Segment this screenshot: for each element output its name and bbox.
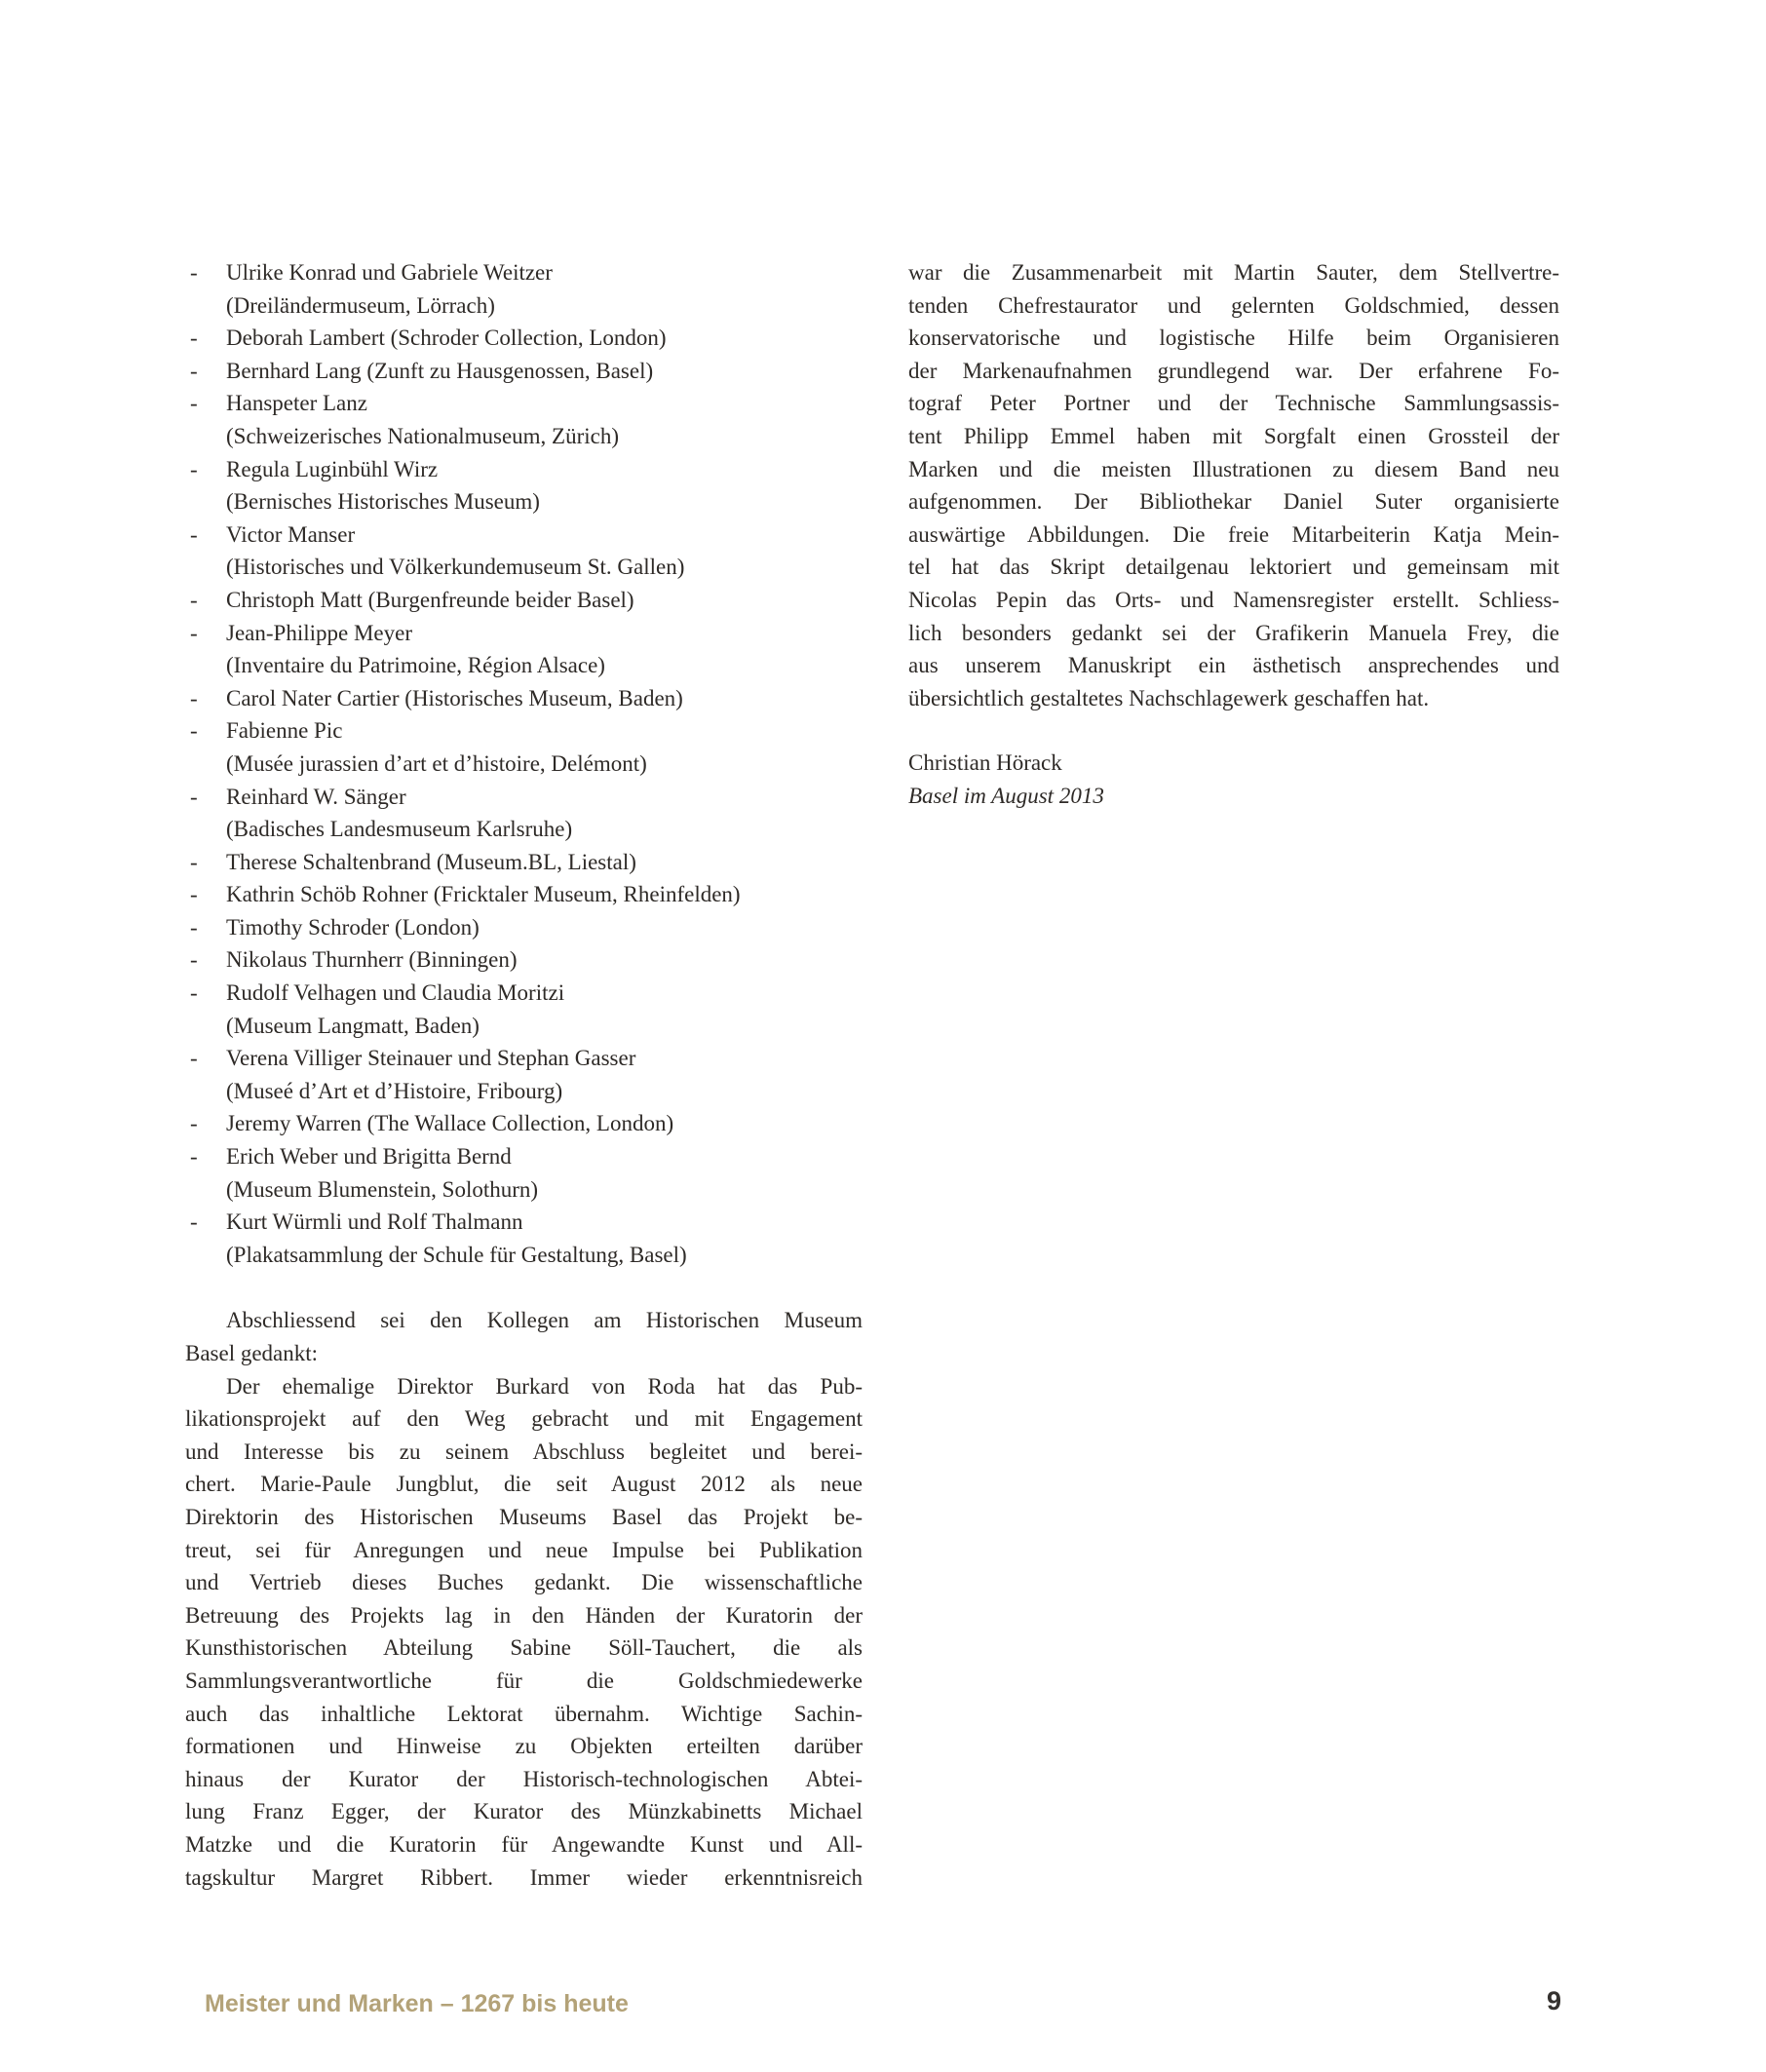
contributor-affiliation-line: (Museum Langmatt, Baden) — [226, 1013, 480, 1038]
list-dash: - — [190, 1144, 198, 1170]
right-paragraphs — [908, 256, 1559, 714]
contributor-name-line: Nikolaus Thurnherr (Binningen) — [226, 947, 518, 973]
paragraph-line: war die Zusammenarbeit mit Martin Sauter, dem Stellvertre- — [908, 260, 1559, 285]
contributor-affiliation-line: (Museé d’Art et d’Histoire, Fribourg) — [226, 1078, 563, 1103]
list-dash: - — [190, 391, 198, 416]
signature-name: Christian Hörack — [908, 750, 1062, 776]
contributor-name-line: Christoph Matt (Burgenfreunde beider Basel) — [226, 587, 634, 612]
contributor-name-line: Victor Manser — [226, 521, 356, 547]
contributor-name-line: Hanspeter Lanz — [226, 391, 367, 416]
list-dash: - — [190, 260, 198, 285]
left-paragraphs — [185, 1304, 863, 1894]
list-item — [185, 846, 863, 879]
list-item — [185, 1107, 863, 1140]
paragraph-line: übersichtlich gestaltetes Nachschlagewerk geschaffen hat. — [908, 685, 1430, 710]
contributor-affiliation-line: (Historisches und Völkerkundemuseum St. Gallen) — [226, 555, 685, 580]
paragraph-line: Abschliessend sei den Kollegen am Historischen Museum — [226, 1308, 863, 1333]
list-dash: - — [190, 521, 198, 547]
contributor-name-line: Jeremy Warren (The Wallace Collection, London) — [226, 1111, 674, 1136]
paragraph-line: tenden Chefrestaurator und gelernten Goldschmied, dessen — [908, 292, 1559, 318]
contributor-name-line: Jean-Philippe Meyer — [226, 620, 412, 645]
paragraph-line: der Markenaufnahmen grundlegend war. Der erfahrene Fo- — [908, 358, 1559, 383]
list-item — [185, 911, 863, 944]
list-item — [185, 1206, 863, 1271]
list-item — [185, 355, 863, 388]
paragraph-line: Sammlungsverantwortliche für die Goldschmiedewerke — [185, 1668, 863, 1693]
paragraph-line: Kunsthistorischen Abteilung Sabine Söll-Tauchert, die als — [185, 1635, 863, 1661]
contributor-name-line: Reinhard W. Sänger — [226, 784, 406, 809]
contributor-name-line: Verena Villiger Steinauer und Stephan Gasser — [226, 1046, 636, 1071]
paragraph-line: Nicolas Pepin das Orts- und Namensregister erstellt. Schliess- — [908, 587, 1559, 612]
list-item — [185, 682, 863, 715]
paragraph-line: lung Franz Egger, der Kurator des Münzkabinetts Michael — [185, 1799, 863, 1824]
paragraph-line: lich besonders gedankt sei der Grafikerin Manuela Frey, die — [908, 620, 1559, 645]
list-item — [185, 453, 863, 518]
list-dash: - — [190, 587, 198, 612]
paragraph-line: auch das inhaltliche Lektorat übernahm. Wichtige Sachin- — [185, 1701, 863, 1726]
contributor-name-line: Erich Weber und Brigitta Bernd — [226, 1144, 512, 1170]
contributor-name-line: Ulrike Konrad und Gabriele Weitzer — [226, 260, 553, 285]
contributor-affiliation-line: (Plakatsammlung der Schule für Gestaltung, Basel) — [226, 1242, 687, 1267]
list-dash: - — [190, 456, 198, 481]
list-dash: - — [190, 784, 198, 809]
list-dash: - — [190, 685, 198, 710]
list-dash: - — [190, 718, 198, 744]
contributor-name-line: Bernhard Lang (Zunft zu Hausgenossen, Basel) — [226, 358, 654, 383]
paragraph-line: aus unserem Manuskript ein ästhetisch ansprechendes und — [908, 653, 1559, 678]
contributor-list — [185, 256, 863, 1271]
paragraph-line: formationen und Hinweise zu Objekten erteilten darüber — [185, 1734, 863, 1759]
left-column — [185, 256, 863, 1894]
paragraph-line: chert. Marie-Paule Jungblut, die seit August 2012 als neue — [185, 1472, 863, 1497]
paragraph-line: und Vertrieb dieses Buches gedankt. Die wissenschaftliche — [185, 1570, 863, 1595]
contributor-affiliation-line: (Badisches Landesmuseum Karlsruhe) — [226, 817, 573, 842]
contributor-name-line: Carol Nater Cartier (Historisches Museum, Baden) — [226, 685, 683, 710]
paragraph-line: und Interesse bis zu seinem Abschluss begleitet und berei- — [185, 1439, 863, 1464]
list-item — [185, 943, 863, 977]
contributor-name-line: Fabienne Pic — [226, 718, 343, 744]
list-item — [185, 617, 863, 682]
paragraph-line: Der ehemalige Direktor Burkard von Roda hat das Pub- — [226, 1373, 863, 1399]
list-item — [185, 387, 863, 452]
list-item — [185, 714, 863, 780]
paragraph-line: Matzke und die Kuratorin für Angewandte Kunst und All- — [185, 1831, 863, 1857]
list-item — [185, 878, 863, 911]
paragraph-line: treut, sei für Anregungen und neue Impulse bei Publikation — [185, 1537, 863, 1562]
list-dash: - — [190, 620, 198, 645]
list-item — [185, 518, 863, 584]
paragraph-line: tograf Peter Portner und der Technische Sammlungsassis- — [908, 391, 1559, 416]
list-item — [185, 781, 863, 846]
paragraph-line: tel hat das Skript detailgenau lektoriert und gemeinsam mit — [908, 555, 1559, 580]
list-item — [185, 584, 863, 617]
contributor-name-line: Therese Schaltenbrand (Museum.BL, Liestal) — [226, 849, 636, 874]
list-item — [185, 256, 863, 322]
paragraph — [185, 1304, 863, 1369]
list-dash: - — [190, 882, 198, 907]
paragraph-line: likationsprojekt auf den Weg gebracht und mit Engagement — [185, 1406, 863, 1432]
contributor-name-line: Kathrin Schöb Rohner (Fricktaler Museum, Rheinfelden) — [226, 882, 741, 907]
contributor-affiliation-line: (Schweizerisches Nationalmuseum, Zürich) — [226, 423, 620, 448]
footer-page-number: 9 — [1546, 1986, 1561, 2015]
paragraph-line: konservatorische und logistische Hilfe beim Organisieren — [908, 326, 1559, 351]
list-item — [185, 977, 863, 1042]
paragraph-line: tent Philipp Emmel haben mit Sorgfalt einen Grossteil der — [908, 423, 1559, 448]
signature-block — [908, 747, 1559, 812]
right-column — [908, 256, 1559, 813]
paragraph-line: Betreuung des Projekts lag in den Händen der Kuratorin der — [185, 1602, 863, 1628]
list-dash: - — [190, 947, 198, 973]
paragraph-line: Direktorin des Historischen Museums Basel das Projekt be- — [185, 1504, 863, 1529]
contributor-name-line: Regula Luginbühl Wirz — [226, 456, 439, 481]
list-item — [185, 1042, 863, 1107]
paragraph-line: Marken und die meisten Illustrationen zu diesem Band neu — [908, 456, 1559, 481]
paragraph-line: Basel gedankt: — [185, 1341, 319, 1365]
contributor-affiliation-line: (Inventaire du Patrimoine, Région Alsace) — [226, 653, 605, 678]
contributor-name-line: Kurt Würmli und Rolf Thalmann — [226, 1209, 523, 1235]
list-dash: - — [190, 914, 198, 940]
list-dash: - — [190, 1046, 198, 1071]
contributor-name-line: Rudolf Velhagen und Claudia Moritzi — [226, 980, 565, 1006]
list-item — [185, 1140, 863, 1206]
contributor-affiliation-line: (Musée jurassien d’art et d’histoire, Delémont) — [226, 750, 647, 776]
paragraph-line: auswärtige Abbildungen. Die freie Mitarbeiterin Katja Mein- — [908, 521, 1559, 547]
footer-running-title: Meister und Marken – 1267 bis heute — [205, 1990, 629, 2017]
list-dash: - — [190, 849, 198, 874]
list-dash: - — [190, 980, 198, 1006]
paragraph-line: aufgenommen. Der Bibliothekar Daniel Suter organisierte — [908, 489, 1559, 515]
contributor-affiliation-line: (Dreiländermuseum, Lörrach) — [226, 292, 495, 318]
paragraph — [908, 256, 1559, 714]
contributor-name-line: Timothy Schroder (London) — [226, 914, 480, 940]
signature-date: Basel im August 2013 — [908, 783, 1104, 808]
paragraph — [185, 1370, 863, 1895]
paragraph-line: tagskultur Margret Ribbert. Immer wieder erkenntnisreich — [185, 1864, 863, 1890]
contributor-name-line: Deborah Lambert (Schroder Collection, London) — [226, 326, 667, 351]
list-item — [185, 322, 863, 355]
contributor-affiliation-line: (Bernisches Historisches Museum) — [226, 489, 540, 515]
list-dash: - — [190, 326, 198, 351]
list-dash: - — [190, 1111, 198, 1136]
list-dash: - — [190, 358, 198, 383]
list-dash: - — [190, 1209, 198, 1235]
paragraph-line: hinaus der Kurator der Historisch-technologischen Abtei- — [185, 1766, 863, 1791]
contributor-affiliation-line: (Museum Blumenstein, Solothurn) — [226, 1176, 539, 1202]
